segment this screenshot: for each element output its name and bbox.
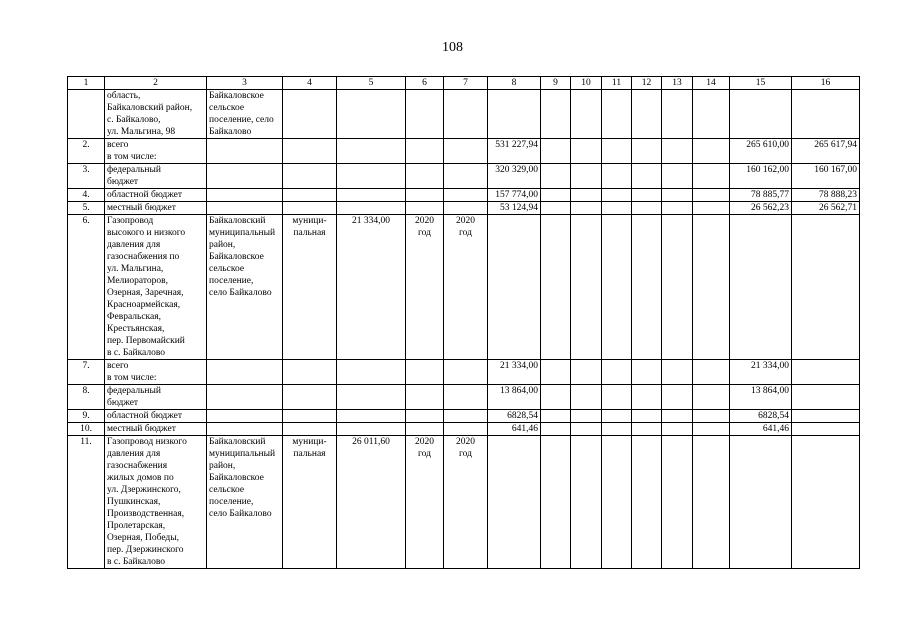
end-year-cell — [444, 90, 488, 139]
start-year-cell — [406, 360, 444, 385]
cost-cell — [337, 90, 406, 139]
page-number: 108 — [442, 40, 463, 55]
row-name: областной бюджет — [105, 189, 207, 202]
ownership-cell — [283, 385, 337, 410]
total-cell: 21 334,00 — [488, 360, 541, 385]
year-2020-cell — [730, 215, 792, 360]
start-year-cell — [406, 410, 444, 423]
empty-cell — [571, 139, 602, 164]
empty-cell — [571, 423, 602, 436]
column-header: 2 — [105, 77, 207, 90]
start-year-cell — [406, 202, 444, 215]
total-cell: 6828,54 — [488, 410, 541, 423]
empty-cell — [693, 90, 730, 139]
budget-table — [67, 76, 860, 569]
empty-cell — [632, 215, 662, 360]
end-year-cell — [444, 385, 488, 410]
total-cell: 531 227,94 — [488, 139, 541, 164]
empty-cell — [541, 189, 571, 202]
start-year-cell — [406, 189, 444, 202]
year-2021-cell: 26 562,71 — [792, 202, 860, 215]
empty-cell — [662, 215, 693, 360]
column-header: 9 — [541, 77, 571, 90]
year-2020-cell: 265 610,00 — [730, 139, 792, 164]
empty-cell — [571, 410, 602, 423]
empty-cell — [662, 202, 693, 215]
ownership-cell — [283, 202, 337, 215]
row-name: Газопровод низкого давления для газоснабжения жилых домов по ул. Дзержинского, Пушкинская, Производственная, Пролетарская, Озерная, Победы, пер. Дзержинского в с. Байкалово — [105, 436, 207, 569]
end-year-cell — [444, 410, 488, 423]
empty-cell — [632, 360, 662, 385]
cost-cell — [337, 410, 406, 423]
empty-cell — [541, 164, 571, 189]
location-cell — [207, 360, 283, 385]
start-year-cell — [406, 385, 444, 410]
table-row — [68, 90, 860, 139]
row-number: 3. — [68, 164, 105, 189]
row-number: 7. — [68, 360, 105, 385]
empty-cell — [693, 139, 730, 164]
table-row — [68, 410, 860, 423]
end-year-cell — [444, 189, 488, 202]
empty-cell — [662, 139, 693, 164]
column-header: 1 — [68, 77, 105, 90]
row-number: 4. — [68, 189, 105, 202]
empty-cell — [693, 410, 730, 423]
row-name: федеральный бюджет — [105, 164, 207, 189]
empty-cell — [541, 360, 571, 385]
start-year-cell — [406, 423, 444, 436]
row-number: 9. — [68, 410, 105, 423]
year-2020-cell: 641,46 — [730, 423, 792, 436]
year-2020-cell — [730, 90, 792, 139]
empty-cell — [662, 164, 693, 189]
cost-cell — [337, 164, 406, 189]
year-2021-cell — [792, 436, 860, 569]
empty-cell — [632, 436, 662, 569]
empty-cell — [571, 436, 602, 569]
year-2020-cell: 21 334,00 — [730, 360, 792, 385]
table-row — [68, 164, 860, 189]
location-cell: Байкаловский муниципальный район, Байкаловское сельское поселение, село Байкалово — [207, 215, 283, 360]
year-2020-cell — [730, 436, 792, 569]
column-header: 15 — [730, 77, 792, 90]
year-2021-cell — [792, 215, 860, 360]
row-number: 6. — [68, 215, 105, 360]
empty-cell — [632, 423, 662, 436]
table-row — [68, 215, 860, 360]
row-number: 5. — [68, 202, 105, 215]
empty-cell — [632, 90, 662, 139]
location-cell — [207, 164, 283, 189]
ownership-cell — [283, 189, 337, 202]
empty-cell — [571, 202, 602, 215]
year-2021-cell — [792, 90, 860, 139]
empty-cell — [662, 410, 693, 423]
empty-cell — [693, 215, 730, 360]
table-row — [68, 385, 860, 410]
start-year-cell — [406, 90, 444, 139]
empty-cell — [571, 215, 602, 360]
empty-cell — [541, 215, 571, 360]
cost-cell — [337, 423, 406, 436]
empty-cell — [541, 423, 571, 436]
location-cell — [207, 189, 283, 202]
row-name: всего в том числе: — [105, 360, 207, 385]
empty-cell — [571, 385, 602, 410]
end-year-cell — [444, 202, 488, 215]
row-number: 8. — [68, 385, 105, 410]
row-name: Газопровод высокого и низкого давления для газоснабжения по ул. Мальгина, Мелиораторов, Озерная, Заречная, Красноармейская, Февральская, Крестьянская, пер. Первомайский в с. Байкалово — [105, 215, 207, 360]
empty-cell — [632, 189, 662, 202]
column-header: 12 — [632, 77, 662, 90]
year-2021-cell — [792, 360, 860, 385]
empty-cell — [602, 423, 632, 436]
empty-cell — [571, 360, 602, 385]
empty-cell — [602, 385, 632, 410]
total-cell: 157 774,00 — [488, 189, 541, 202]
empty-cell — [693, 436, 730, 569]
empty-cell — [602, 164, 632, 189]
table-body — [68, 90, 860, 569]
empty-cell — [662, 423, 693, 436]
end-year-cell — [444, 139, 488, 164]
year-2020-cell: 78 885,77 — [730, 189, 792, 202]
empty-cell — [632, 410, 662, 423]
location-cell — [207, 410, 283, 423]
row-name: областной бюджет — [105, 410, 207, 423]
empty-cell — [693, 385, 730, 410]
cost-cell — [337, 360, 406, 385]
empty-cell — [602, 189, 632, 202]
end-year-cell — [444, 360, 488, 385]
row-name: местный бюджет — [105, 202, 207, 215]
start-year-cell — [406, 164, 444, 189]
end-year-cell — [444, 164, 488, 189]
empty-cell — [693, 202, 730, 215]
cost-cell — [337, 139, 406, 164]
row-number: 10. — [68, 423, 105, 436]
empty-cell — [541, 139, 571, 164]
column-number-row — [68, 77, 860, 90]
empty-cell — [571, 164, 602, 189]
total-cell: 13 864,00 — [488, 385, 541, 410]
empty-cell — [571, 90, 602, 139]
column-header: 10 — [571, 77, 602, 90]
ownership-cell — [283, 90, 337, 139]
cost-cell — [337, 385, 406, 410]
empty-cell — [662, 189, 693, 202]
year-2020-cell: 6828,54 — [730, 410, 792, 423]
year-2021-cell — [792, 385, 860, 410]
location-cell: Байкаловский муниципальный район, Байкаловское сельское поселение, село Байкалово — [207, 436, 283, 569]
empty-cell — [632, 164, 662, 189]
year-2020-cell: 26 562,23 — [730, 202, 792, 215]
ownership-cell — [283, 360, 337, 385]
ownership-cell — [283, 139, 337, 164]
column-header: 6 — [406, 77, 444, 90]
empty-cell — [662, 436, 693, 569]
total-cell — [488, 90, 541, 139]
column-header: 14 — [693, 77, 730, 90]
empty-cell — [662, 360, 693, 385]
row-name: область, Байкаловский район, с. Байкалово, ул. Мальгина, 98 — [105, 90, 207, 139]
empty-cell — [602, 90, 632, 139]
start-year-cell: 2020 год — [406, 436, 444, 569]
location-cell — [207, 423, 283, 436]
column-header: 11 — [602, 77, 632, 90]
column-header: 7 — [444, 77, 488, 90]
start-year-cell — [406, 139, 444, 164]
empty-cell — [602, 360, 632, 385]
column-header: 4 — [283, 77, 337, 90]
empty-cell — [541, 90, 571, 139]
year-2021-cell — [792, 423, 860, 436]
empty-cell — [693, 189, 730, 202]
year-2021-cell: 160 167,00 — [792, 164, 860, 189]
row-number — [68, 90, 105, 139]
empty-cell — [693, 164, 730, 189]
year-2020-cell: 13 864,00 — [730, 385, 792, 410]
location-cell — [207, 139, 283, 164]
empty-cell — [602, 410, 632, 423]
empty-cell — [602, 215, 632, 360]
empty-cell — [662, 385, 693, 410]
empty-cell — [541, 385, 571, 410]
location-cell — [207, 385, 283, 410]
total-cell: 320 329,00 — [488, 164, 541, 189]
ownership-cell: муници- пальная — [283, 436, 337, 569]
end-year-cell: 2020 год — [444, 215, 488, 360]
empty-cell — [541, 410, 571, 423]
table-row — [68, 202, 860, 215]
row-name: местный бюджет — [105, 423, 207, 436]
empty-cell — [632, 385, 662, 410]
empty-cell — [541, 436, 571, 569]
cost-cell — [337, 189, 406, 202]
column-header: 3 — [207, 77, 283, 90]
column-header: 5 — [337, 77, 406, 90]
end-year-cell — [444, 423, 488, 436]
empty-cell — [571, 189, 602, 202]
cost-cell: 26 011,60 — [337, 436, 406, 569]
row-name: федеральный бюджет — [105, 385, 207, 410]
cost-cell — [337, 202, 406, 215]
empty-cell — [693, 423, 730, 436]
ownership-cell — [283, 164, 337, 189]
location-cell — [207, 202, 283, 215]
ownership-cell: муници- пальная — [283, 215, 337, 360]
empty-cell — [632, 139, 662, 164]
year-2021-cell — [792, 410, 860, 423]
ownership-cell — [283, 423, 337, 436]
table-row — [68, 139, 860, 164]
row-name: всего в том числе: — [105, 139, 207, 164]
table-row — [68, 423, 860, 436]
year-2021-cell: 265 617,94 — [792, 139, 860, 164]
column-header: 13 — [662, 77, 693, 90]
column-header: 8 — [488, 77, 541, 90]
column-header: 16 — [792, 77, 860, 90]
row-number: 11. — [68, 436, 105, 569]
year-2021-cell: 78 888,23 — [792, 189, 860, 202]
ownership-cell — [283, 410, 337, 423]
row-number: 2. — [68, 139, 105, 164]
empty-cell — [632, 202, 662, 215]
empty-cell — [602, 139, 632, 164]
empty-cell — [602, 202, 632, 215]
total-cell — [488, 215, 541, 360]
table-row — [68, 436, 860, 569]
cost-cell: 21 334,00 — [337, 215, 406, 360]
table-row — [68, 189, 860, 202]
empty-cell — [662, 90, 693, 139]
table-row — [68, 360, 860, 385]
total-cell: 641,46 — [488, 423, 541, 436]
end-year-cell: 2020 год — [444, 436, 488, 569]
start-year-cell: 2020 год — [406, 215, 444, 360]
total-cell — [488, 436, 541, 569]
year-2020-cell: 160 162,00 — [730, 164, 792, 189]
empty-cell — [693, 360, 730, 385]
empty-cell — [602, 436, 632, 569]
total-cell: 53 124,94 — [488, 202, 541, 215]
location-cell: Байкаловское сельское поселение, село Байкалово — [207, 90, 283, 139]
empty-cell — [541, 202, 571, 215]
